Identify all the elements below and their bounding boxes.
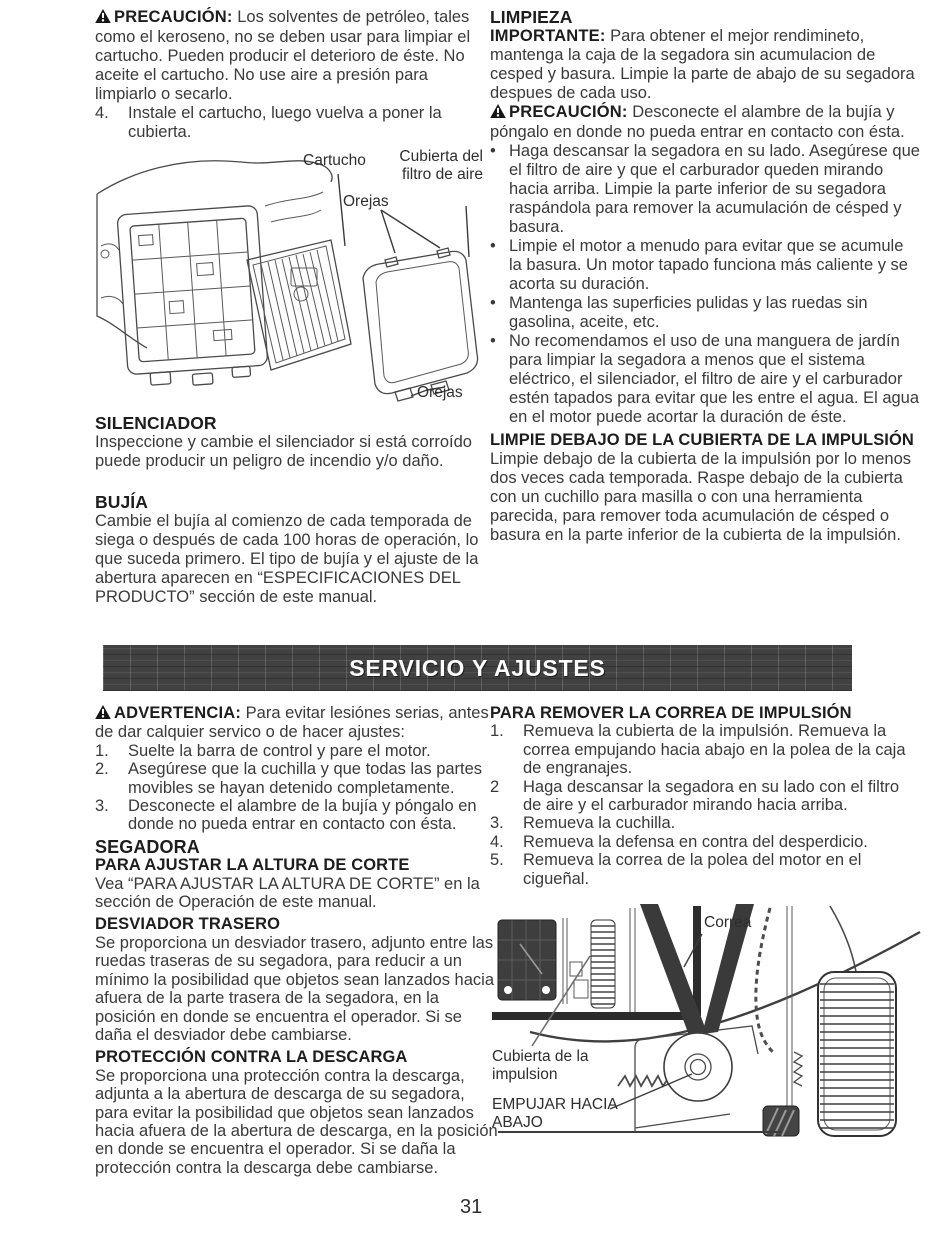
- left-column-bottom: [95, 704, 499, 1177]
- bujia-text: Cambie el bujía al comienzo de cada temporada de siega o después de cada 100 horas de operación, lo que suceda primero. El tipo de bujía y el ajuste de la abertura aparecen en “ESPECIFICACIONES DEL PRODUCTO” sección de este manual.: [95, 512, 479, 606]
- numbered-item: 3. Remueva la cuchilla.: [490, 814, 676, 833]
- item-number: 4.: [95, 104, 109, 122]
- belt-drive-figure: [490, 904, 922, 1144]
- bullet-item: • Mantenga las superficies pulidas y las ruedas sin gasolina, aceite, etc.: [490, 294, 868, 331]
- desviador-text: Se proporciona un desviador trasero, adjunto entre las ruedas traseras de su segadora, para reducir a un mínimo la posibilidad que objetos sean lanzados hacia afuera de la parte trasera de la segadora, en la posición en donde se encuentra el operador. Si se daña el desviador debe cambiarse.: [95, 933, 495, 1044]
- page-number: 31: [460, 1196, 483, 1218]
- advertencia-paragraph: [95, 704, 499, 742]
- bullet-item: • Haga descansar la segadora en su lado. Asegúrese que el filtro de aire y que el carburador queden mirando hacia arriba. Limpie la parte inferior de su segadora raspándola para remover la acumulación de césped y basura.: [490, 142, 920, 236]
- bullet-glyph: •: [490, 237, 496, 255]
- figure2-label-empujar: EMPUJAR HACIA ABAJO: [492, 1096, 617, 1131]
- numbered-item: 2 Haga descansar la segadora en su lado con el filtro de aire y el carburador mirando hacia arriba.: [490, 777, 900, 815]
- importante-label: IMPORTANTE:: [490, 27, 606, 45]
- numbered-item: 1. Suelte la barra de control y pare el motor.: [95, 741, 431, 760]
- warning-icon: [95, 705, 111, 723]
- silenciador-heading: SILENCIADOR: [95, 413, 217, 433]
- importante-text: Para obtener el mejor rendimineto, mantenga la caja de la segadora sin acumulacion de cesped y basura. Limpie la parte de abajo de su segadora despues de cada uso.: [490, 27, 915, 102]
- air-filter-figure: [95, 148, 483, 408]
- precaucion-paragraph: [95, 8, 480, 104]
- advertencia-label: ADVERTENCIA:: [114, 704, 242, 722]
- importante-paragraph: [490, 27, 920, 103]
- left-column-top: [95, 8, 483, 607]
- warning-icon: [490, 104, 506, 123]
- bullet-glyph: •: [490, 332, 496, 350]
- bullet-item: • No recomendamos el uso de una manguera de jardín para limpiar la segadora a menos que el sistema eléctrico, el silenciador, el filtro de aire y el carburador estén tapados para evitar que les entre el agua. El agua en el motor puede acortar la duración de éste.: [490, 332, 920, 426]
- advertencia-text: Para evitar lesiónes serias, antes de dar calquier servico o de hacer ajustes:: [95, 704, 489, 742]
- warning-icon: [95, 9, 111, 28]
- precaucion-text: Los solventes de petróleo, tales como el keroseno, no se deben usar para limpiar el cartucho. Pueden producir el deterioro de éste. No aceite el cartucho. No use aire a presión para limpiarlo o secarlo.: [95, 8, 471, 103]
- figure1-label-cartucho: Cartucho: [303, 152, 366, 169]
- precaucion2-label: PRECAUCIÓN:: [509, 103, 628, 121]
- limpieza-heading: LIMPIEZA: [490, 7, 573, 27]
- figure2-label-cubierta: Cubierta de la impulsion: [492, 1048, 589, 1083]
- precaucion-label: PRECAUCIÓN:: [114, 8, 233, 26]
- limpie-heading: LIMPIE DEBAJO DE LA CUBIERTA DE LA IMPULSIÓN: [490, 431, 914, 449]
- proteccion-heading: PROTECCIÓN CONTRA LA DESCARGA: [95, 1048, 408, 1067]
- numbered-item: 1. Remueva la cubierta de la impulsión. Remueva la correa empujando hacia abajo en la polea de la caja de engranajes.: [490, 722, 906, 778]
- altura-heading: PARA AJUSTAR LA ALTURA DE CORTE: [95, 856, 410, 875]
- right-column-top: [490, 8, 920, 545]
- segadora-heading: SEGADORA: [95, 836, 200, 857]
- figure1-label-orejas-top: Orejas: [343, 193, 389, 210]
- proteccion-text: Se proporciona una protección contra la descarga, adjunta a la abertura de descarga de su segadora, para evitar la posibilidad que objetos sean lanzados hacia afuera de la abertura de descarga, en la posición en donde se encuentra el operador. Si se daña la protección contra la descarga debe cambiarse.: [95, 1066, 498, 1177]
- numbered-item: 4. Remueva la defensa en contra del desperdicio.: [490, 832, 868, 851]
- silenciador-text: Inspeccione y cambie el silenciador si está corroído puede producir un peligro de incendio y/o daño.: [95, 433, 472, 470]
- air-filter-illustration: [95, 148, 480, 408]
- precaucion2-text: Desconecte el alambre de la bujía y póngalo en donde no pueda entrar en contacto con ésta.: [490, 103, 905, 141]
- section-banner: [103, 645, 852, 691]
- figure1-label-cubierta: Cubierta del filtro de aire: [399, 148, 483, 183]
- limpie-text: Limpie debajo de la cubierta de la impulsión por lo menos dos veces cada temporada. Raspe debajo de la cubierta con un cuchillo para masilla o con una herramienta parecida, para remover toda acumulación de césped o basura en la parte inferior de la cubierta de la impulsión.: [490, 450, 911, 544]
- numbered-item: 5. Remueva la correa de la polea del motor en el cigueñal.: [490, 851, 862, 888]
- bujia-heading: BUJÍA: [95, 492, 149, 512]
- desviador-heading: DESVIADOR TRASERO: [95, 915, 281, 934]
- bullet-glyph: •: [490, 142, 496, 160]
- altura-text: Vea “PARA AJUSTAR LA ALTURA DE CORTE” en la sección de Operación de este manual.: [95, 874, 480, 912]
- figure2-label-correa: Correa: [704, 914, 752, 932]
- section-banner-title: SERVICIO Y AJUSTES: [349, 654, 606, 681]
- right-column-bottom: [490, 704, 920, 1144]
- correa-heading: PARA REMOVER LA CORREA DE IMPULSIÓN: [490, 704, 852, 722]
- numbered-item-4: [95, 104, 480, 142]
- item-text: Instale el cartucho, luego vuelva a poner la cubierta.: [128, 104, 442, 141]
- precaucion2-paragraph: [490, 103, 920, 142]
- numbered-item: 3. Desconecte el alambre de la bujía y póngalo en donde no pueda entrar en contacto con ésta.: [95, 797, 477, 834]
- bullet-item: • Limpie el motor a menudo para evitar que se acumule la basura. Un motor tapado funciona más caliente y se acorta su duración.: [490, 237, 908, 293]
- figure1-label-orejas-bottom: Orejas: [417, 384, 463, 401]
- bullet-glyph: •: [490, 294, 496, 312]
- numbered-item: 2. Asegúrese que la cuchilla y que todas las partes movibles se hayan detenido completamente.: [95, 760, 483, 797]
